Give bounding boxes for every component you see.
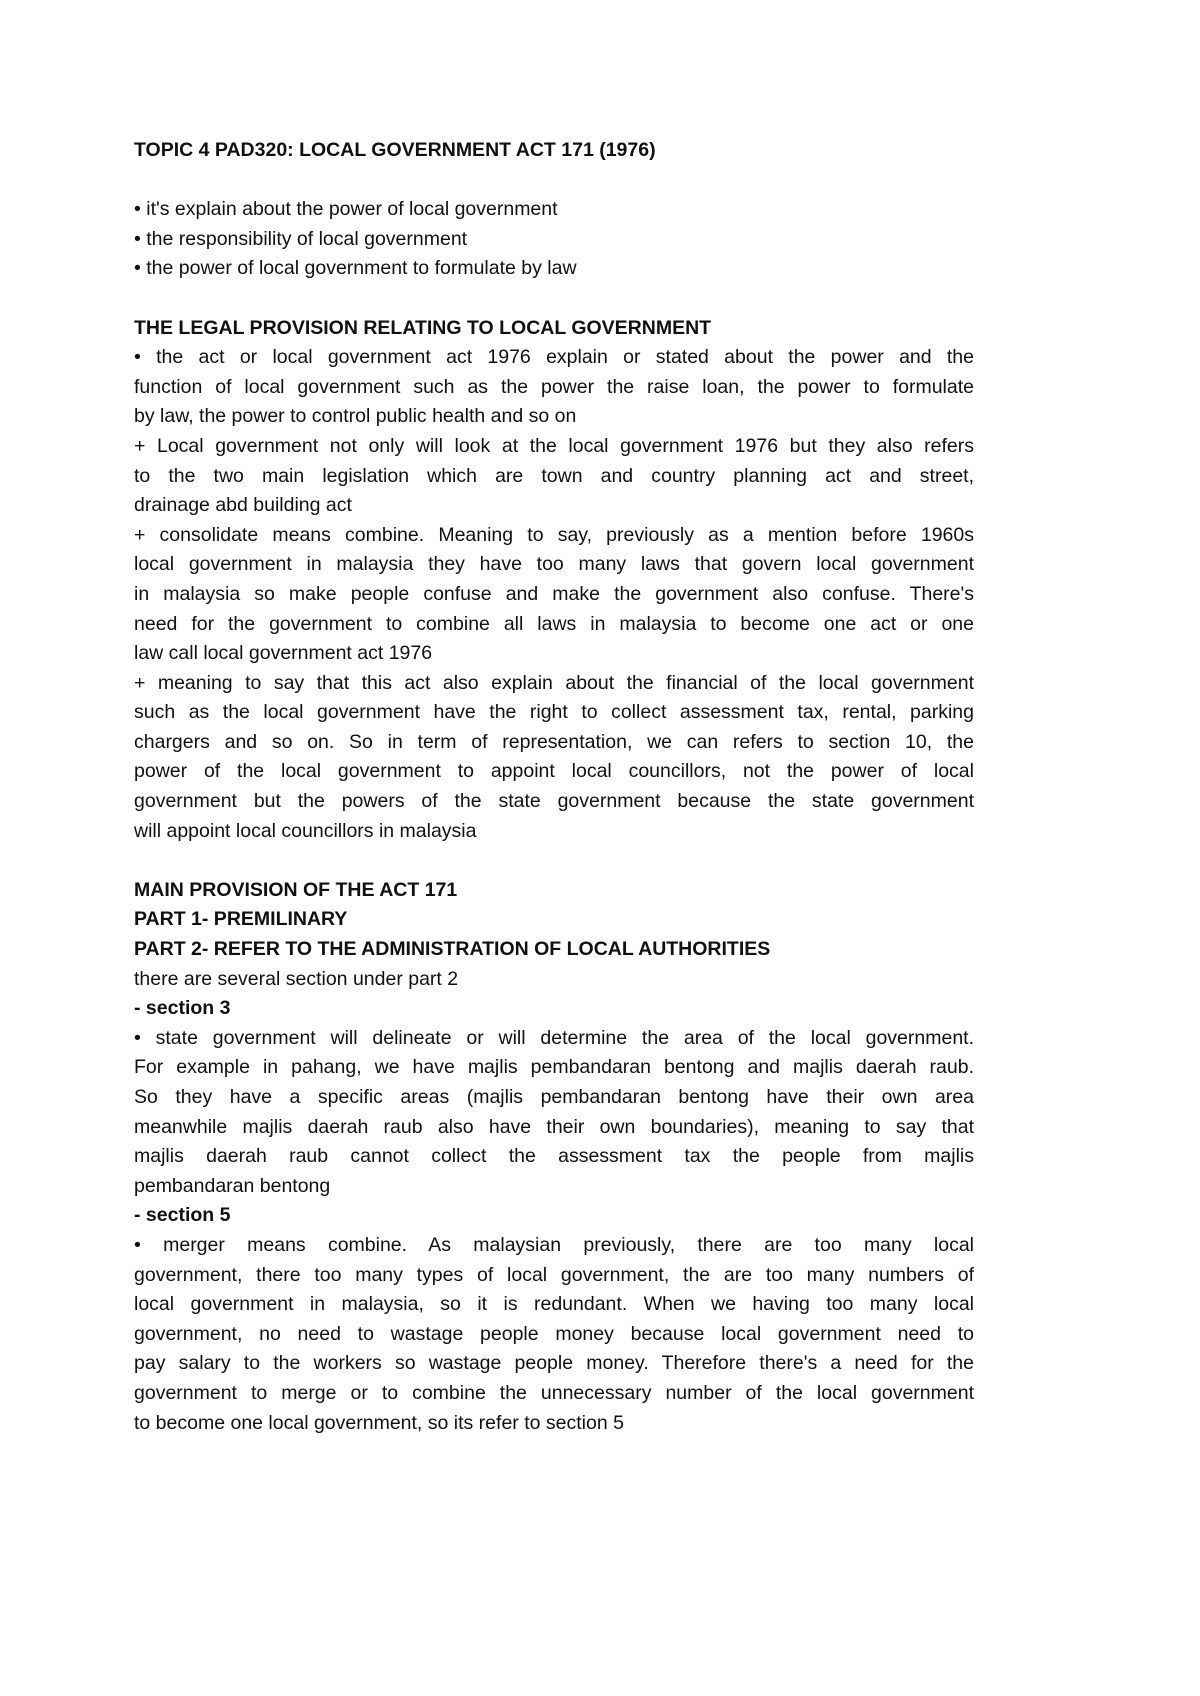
paragraph-line: local government in malaysia they have too many laws that govern local government bbox=[134, 553, 974, 576]
paragraph-line: will appoint local councillors in malaysia bbox=[134, 819, 477, 842]
paragraph-line: government, there too many types of local government, the are too many numbers of bbox=[134, 1263, 974, 1286]
paragraph-line: So they have a specific areas (majlis pembandaran bentong have their own area bbox=[134, 1086, 974, 1108]
paragraph-line: law call local government act 1976 bbox=[134, 642, 433, 665]
paragraph-line: need for the government to combine all laws in malaysia to become one act or one bbox=[134, 612, 974, 635]
document-page bbox=[134, 136, 974, 1438]
subsection-heading: - section 5 bbox=[134, 1204, 231, 1227]
paragraph-line: • state government will delineate or will determine the area of the local government. bbox=[134, 1026, 974, 1049]
paragraph-line: meanwhile majlis daerah raub also have their own boundaries), meaning to say that bbox=[134, 1115, 974, 1138]
section-heading: MAIN PROVISION OF THE ACT 171 bbox=[134, 878, 458, 901]
paragraph-line: • merger means combine. As malaysian previously, there are too many local bbox=[134, 1233, 974, 1256]
paragraph-line: + meaning to say that this act also explain about the financial of the local government bbox=[134, 671, 974, 694]
paragraph-line: + consolidate means combine. Meaning to say, previously as a mention before 1960s bbox=[134, 523, 974, 546]
paragraph-line: government, no need to wastage people money because local government need to bbox=[134, 1322, 974, 1345]
part-heading: PART 1- PREMILINARY bbox=[134, 908, 348, 931]
paragraph-line: such as the local government have the right to collect assessment tax, rental, parking bbox=[134, 701, 974, 724]
subsection-heading: - section 3 bbox=[134, 997, 231, 1020]
paragraph-line: in malaysia so make people confuse and make the government also confuse. There's bbox=[134, 582, 974, 605]
bullet-item: • it's explain about the power of local government bbox=[134, 198, 558, 221]
paragraph-line: by law, the power to control public health and so on bbox=[134, 405, 577, 428]
spacer bbox=[134, 284, 974, 314]
paragraph-line: power of the local government to appoint local councillors, not the power of local bbox=[134, 760, 974, 783]
paragraph-line: majlis daerah raub cannot collect the assessment tax the people from majlis bbox=[134, 1145, 974, 1168]
spacer bbox=[134, 846, 974, 876]
paragraph-line: drainage abd building act bbox=[134, 494, 352, 517]
bullet-item: • the power of local government to formulate by law bbox=[134, 257, 577, 280]
paragraph-line: to become one local government, so its refer to section 5 bbox=[134, 1411, 624, 1434]
paragraph-line: For example in pahang, we have majlis pembandaran bentong and majlis daerah raub. bbox=[134, 1056, 974, 1079]
paragraph-line: • the act or local government act 1976 explain or stated about the power and the bbox=[134, 346, 974, 369]
paragraph-line: pembandaran bentong bbox=[134, 1174, 331, 1197]
spacer bbox=[134, 166, 974, 196]
section-heading: THE LEGAL PROVISION RELATING TO LOCAL GOVERNMENT bbox=[134, 316, 712, 339]
paragraph-line: + Local government not only will look at the local government 1976 but they also refers bbox=[134, 434, 974, 457]
paragraph-line: to the two main legislation which are town and country planning act and street, bbox=[134, 464, 974, 487]
bullet-item: • the responsibility of local government bbox=[134, 227, 468, 250]
paragraph-line: there are several section under part 2 bbox=[134, 967, 459, 990]
document-title: TOPIC 4 PAD320: LOCAL GOVERNMENT ACT 171 (1976) bbox=[134, 139, 656, 161]
paragraph-line: government to merge or to combine the unnecessary number of the local government bbox=[134, 1381, 974, 1404]
paragraph-line: government but the powers of the state government because the state government bbox=[134, 790, 974, 813]
part-heading: PART 2- REFER TO THE ADMINISTRATION OF LOCAL AUTHORITIES bbox=[134, 938, 771, 961]
paragraph-line: chargers and so on. So in term of representation, we can refers to section 10, the bbox=[134, 730, 974, 753]
paragraph-line: local government in malaysia, so it is redundant. When we having too many local bbox=[134, 1293, 974, 1316]
paragraph-line: function of local government such as the power the raise loan, the power to formulate bbox=[134, 375, 974, 398]
paragraph-line: pay salary to the workers so wastage people money. Therefore there's a need for the bbox=[134, 1352, 974, 1375]
